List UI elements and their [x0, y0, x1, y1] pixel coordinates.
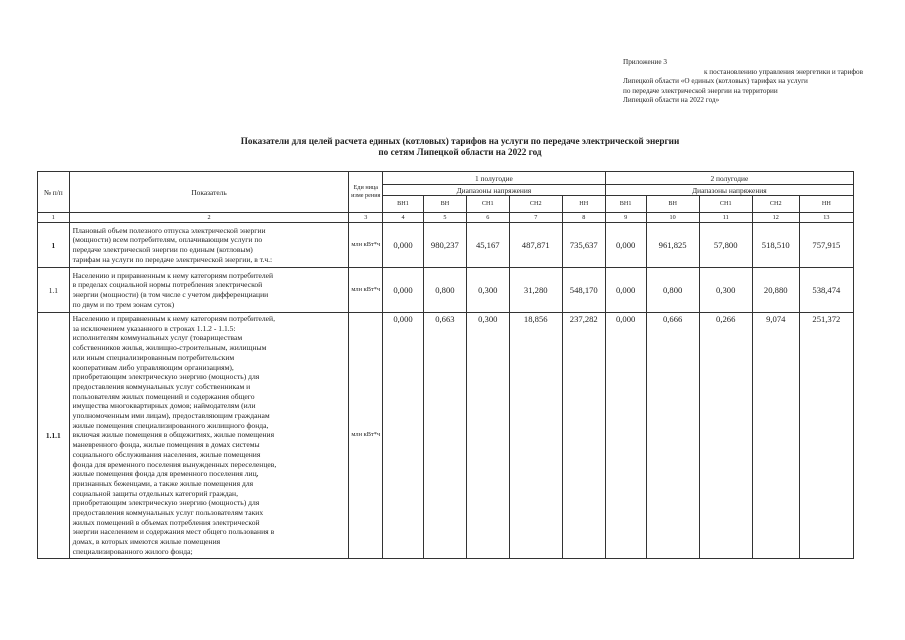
value-cell: 0,800 [423, 268, 466, 313]
value-cell: 757,915 [799, 223, 853, 268]
row-label-line: предоставления коммунальных услуг собственникам и [72, 381, 251, 391]
row-unit: млн кВт*ч [349, 223, 383, 268]
header-level: ВН [423, 196, 466, 213]
title-line-2: по сетям Липецкой области на 2022 год [378, 147, 542, 157]
row-label-line: социальной защиты отдельных категорий граждан, [72, 488, 239, 498]
row-label-line: социального обслуживания населения, жилые помещения [72, 449, 261, 459]
row-label-line: Населению и приравненным к нему категориям потребителей [72, 270, 274, 280]
col-number: 6 [466, 213, 509, 223]
document-title [150, 136, 770, 158]
value-cell: 20,880 [752, 268, 799, 313]
row-label [69, 268, 349, 313]
row-label-line: маневренного фонда, жилые помещения в домах системы [72, 440, 260, 450]
row-label-line: собственников жилья, жилищно-строительным, жилищным [72, 343, 267, 353]
value-cell: 0,000 [605, 313, 646, 559]
value-cell: 0,663 [423, 313, 466, 559]
value-cell: 0,300 [699, 268, 752, 313]
row-label-line: исполнителям коммунальных услуг (товариществам [72, 333, 243, 343]
value-cell: 0,666 [646, 313, 699, 559]
col-number: 12 [752, 213, 799, 223]
value-cell: 0,800 [646, 268, 699, 313]
value-cell: 538,474 [799, 268, 853, 313]
row-unit: млн кВт*ч [349, 268, 383, 313]
value-cell: 487,871 [509, 223, 562, 268]
row-label-line: включая жилые помещения в общежитиях, жилые помещения [72, 430, 275, 440]
col-number: 11 [699, 213, 752, 223]
row-label-line: или иным специализированным потребительским [72, 352, 235, 362]
value-cell: 961,825 [646, 223, 699, 268]
value-cell: 518,510 [752, 223, 799, 268]
value-cell: 0,000 [383, 268, 424, 313]
appendix-line: Липецкой области «О единых (котловых) тарифах на услуги [623, 77, 808, 86]
row-number: 1.1.1 [38, 313, 70, 559]
row-label [69, 223, 349, 268]
value-cell: 0,000 [383, 223, 424, 268]
col-number: 9 [605, 213, 646, 223]
col-number: 5 [423, 213, 466, 223]
row-label-line: энергии населением и содержания мест общего пользования в [72, 527, 275, 537]
row-label-line: тарифам на услуги по передаче электрической энергии, в т.ч.: [72, 254, 273, 264]
appendix-note [623, 58, 863, 106]
value-cell: 548,170 [562, 268, 605, 313]
header-level: НН [799, 196, 853, 213]
header-level: ВН1 [605, 196, 646, 213]
header-unit: Еди ница изме рения [349, 172, 383, 213]
col-number: 10 [646, 213, 699, 223]
value-cell: 251,372 [799, 313, 853, 559]
row-label-line: домах, в которых имеются жилые помещения [72, 537, 221, 547]
row-label-line: за исключением указанного в строках 1.1.2 - 1.1.5: [72, 323, 236, 333]
col-number: 13 [799, 213, 853, 223]
row-label [69, 313, 349, 559]
row-label-line: приобретающим электрическую энергию (мощность) для [72, 372, 260, 382]
appendix-line: Липецкой области на 2022 год» [623, 96, 720, 105]
col-number: 8 [562, 213, 605, 223]
row-label-line: кооперативам либо управляющим организациям), [72, 362, 234, 372]
row-label-line: уполномоченным ими лицам), предоставляющим гражданам [72, 411, 270, 421]
value-cell: 0,000 [383, 313, 424, 559]
header-number: № п/п [38, 172, 70, 213]
value-cell: 980,237 [423, 223, 466, 268]
header-level: СН1 [466, 196, 509, 213]
col-number: 2 [69, 213, 349, 223]
appendix-line: к постановлению управления энергетики и тарифов [703, 67, 863, 76]
col-number: 3 [349, 213, 383, 223]
value-cell: 0,000 [605, 223, 646, 268]
row-label-line: Плановый объем полезного отпуска электрической энергии [72, 225, 266, 235]
header-half-2: 2 полугодие [605, 172, 853, 185]
value-cell: 0,300 [466, 313, 509, 559]
row-unit: млн кВт*ч [349, 313, 383, 559]
header-level: ВН1 [383, 196, 424, 213]
row-label-line: в пределах социальной нормы потребления электрической [72, 280, 263, 290]
row-label-line: приобретающим электрическую энергию (мощность) для [72, 498, 260, 508]
appendix-line: Приложение 3 [623, 58, 667, 66]
value-cell: 735,637 [562, 223, 605, 268]
col-number: 4 [383, 213, 424, 223]
appendix-line: по передаче электрической энергии на территории [623, 86, 778, 95]
row-label-line: пользователям жилых помещений и содержания общего [72, 391, 255, 401]
value-cell: 0,000 [605, 268, 646, 313]
row-label-line: специализированного жилого фонда; [72, 546, 193, 556]
row-label-line: жилых помещений в объемах потребления электрической [72, 517, 260, 527]
value-cell: 45,167 [466, 223, 509, 268]
row-label-line: по двум и по трем зонам суток) [72, 299, 175, 309]
value-cell: 0,266 [699, 313, 752, 559]
header-half-1: 1 полугодие [383, 172, 606, 185]
row-label-line: имущества многоквартирных домов; наймодателям (или [72, 401, 256, 411]
value-cell: 57,800 [699, 223, 752, 268]
tariff-table [37, 171, 854, 559]
row-number: 1 [38, 223, 70, 268]
table-row [38, 313, 854, 559]
header-level: СН1 [699, 196, 752, 213]
header-voltage-1: Диапазоны напряжения [383, 185, 606, 196]
value-cell: 9,074 [752, 313, 799, 559]
row-label-line: передаче электрической энергии по единым (котловым) [72, 245, 253, 254]
table-row [38, 223, 854, 268]
value-cell: 0,300 [466, 268, 509, 313]
header-level: СН2 [509, 196, 562, 213]
header-indicator: Показатель [69, 172, 349, 213]
row-label-line: предоставления коммунальных услуг пользователям таких [72, 508, 264, 518]
table-row [38, 268, 854, 313]
row-label-line: признанных беженцами, а также жилые помещения для [72, 478, 254, 488]
col-number: 1 [38, 213, 70, 223]
row-label-line: жилые помещения специализированного жилищного фонда, [72, 420, 269, 430]
header-level: НН [562, 196, 605, 213]
row-number: 1.1 [38, 268, 70, 313]
col-number: 7 [509, 213, 562, 223]
row-label-line: энергии (мощности) (в том числе с учетом дифференциации [72, 290, 269, 299]
value-cell: 18,856 [509, 313, 562, 559]
title-line-1: Показатели для целей расчета единых (котловых) тарифов на услуги по передаче электрической энергии [240, 136, 680, 146]
value-cell: 31,280 [509, 268, 562, 313]
header-level: ВН [646, 196, 699, 213]
value-cell: 237,282 [562, 313, 605, 559]
header-voltage-2: Диапазоны напряжения [605, 185, 853, 196]
row-label-line: Населению и приравненным к нему категориям потребителей, [72, 314, 276, 323]
row-label-line: жилые помещения фонда для временного поселения лиц, [72, 469, 259, 479]
row-label-line: (мощности) всем потребителям, оплачивающим услуги по [72, 235, 263, 245]
header-level: СН2 [752, 196, 799, 213]
row-label-line: фонда для временного поселения вынужденных переселенцев, [72, 459, 277, 469]
